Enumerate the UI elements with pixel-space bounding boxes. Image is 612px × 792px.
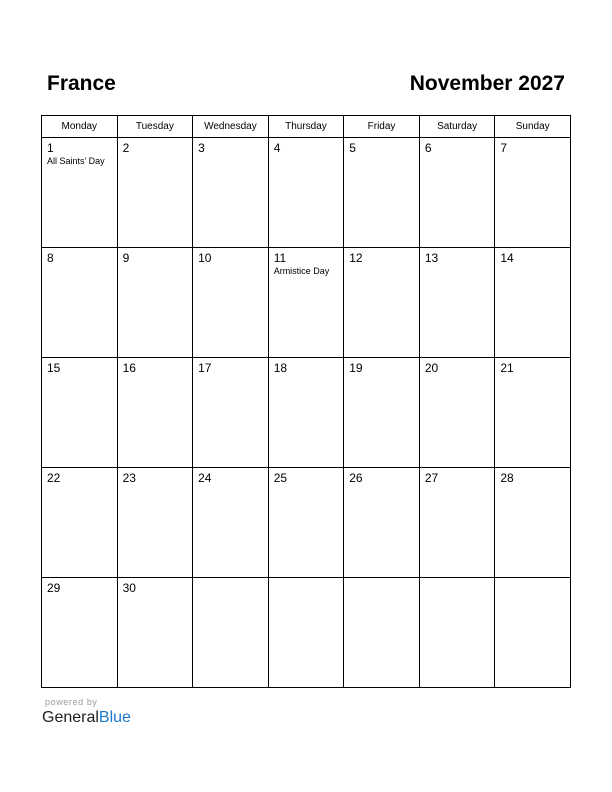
day-cell (344, 248, 420, 358)
day-cell (42, 578, 118, 688)
generalblue-logo (42, 708, 131, 728)
day-number: 7 (500, 141, 508, 155)
weekday-header: Thursday (268, 116, 344, 138)
day-cell (419, 468, 495, 578)
empty-day-cell (419, 578, 495, 688)
holiday-label: All Saints’ Day (47, 156, 105, 166)
day-number: 8 (47, 251, 54, 265)
day-number: 9 (122, 251, 130, 265)
day-number: 2 (122, 141, 130, 155)
day-cell (419, 248, 495, 358)
day-number: 5 (349, 141, 356, 155)
day-number: 26 (349, 471, 363, 485)
holiday-label: Armistice Day (273, 266, 330, 276)
day-cell (117, 468, 193, 578)
day-number: 24 (198, 471, 212, 485)
day-cell (419, 358, 495, 468)
day-number: 4 (273, 141, 281, 155)
day-cell (193, 248, 269, 358)
day-number: 15 (47, 361, 61, 375)
week-row (42, 358, 571, 468)
day-number: 3 (198, 141, 205, 155)
day-cell (117, 248, 193, 358)
day-number: 20 (424, 361, 439, 375)
day-cell (117, 138, 193, 248)
day-number: 22 (47, 471, 61, 485)
week-row (42, 468, 571, 578)
day-number: 12 (349, 251, 363, 265)
day-cell (268, 248, 344, 358)
day-cell (268, 138, 344, 248)
day-cell (419, 138, 495, 248)
day-number: 21 (500, 361, 514, 375)
day-cell (193, 468, 269, 578)
day-number: 18 (273, 361, 288, 375)
day-number: 1 (47, 141, 54, 155)
day-cell (117, 578, 193, 688)
day-number: 16 (122, 361, 136, 375)
day-cell (117, 358, 193, 468)
day-cell (268, 358, 344, 468)
brand-name-part1: General (42, 709, 99, 726)
day-number: 19 (349, 361, 363, 375)
day-cell (344, 358, 420, 468)
day-cell (495, 248, 571, 358)
weekday-header: Monday (42, 116, 118, 138)
empty-day-cell (344, 578, 420, 688)
empty-day-cell (495, 578, 571, 688)
day-number: 6 (424, 141, 432, 155)
day-number: 10 (198, 251, 212, 265)
day-number: 23 (122, 471, 136, 485)
day-cell (42, 468, 118, 578)
week-row (42, 248, 571, 358)
brand-name-part2: Blue (98, 709, 131, 726)
day-cell (42, 138, 118, 248)
day-number: 13 (424, 251, 439, 265)
country-title: France (47, 72, 116, 95)
month-year-title: November 2027 (409, 72, 565, 95)
day-cell (42, 358, 118, 468)
day-number: 25 (273, 471, 288, 485)
empty-day-cell (193, 578, 269, 688)
day-number: 29 (47, 581, 61, 595)
day-number: 30 (122, 581, 136, 595)
day-cell (495, 358, 571, 468)
weekday-header-row (42, 116, 571, 138)
weekday-header: Saturday (419, 116, 495, 138)
day-number: 17 (198, 361, 212, 375)
day-cell (344, 138, 420, 248)
day-number: 14 (500, 251, 514, 265)
week-row (42, 578, 571, 688)
day-cell (193, 358, 269, 468)
day-cell (42, 248, 118, 358)
day-cell (268, 468, 344, 578)
day-cell (495, 468, 571, 578)
day-cell (344, 468, 420, 578)
weekday-header: Sunday (495, 116, 571, 138)
empty-day-cell (268, 578, 344, 688)
weekday-header: Wednesday (193, 116, 269, 138)
day-number: 27 (424, 471, 439, 485)
calendar-grid (41, 115, 571, 688)
day-number: 28 (500, 471, 514, 485)
weekday-header: Friday (344, 116, 420, 138)
day-cell (193, 138, 269, 248)
week-row (42, 138, 571, 248)
powered-by-text: powered by (45, 697, 98, 707)
weekday-header: Tuesday (117, 116, 193, 138)
day-number: 11 (273, 251, 287, 265)
day-cell (495, 138, 571, 248)
footer (42, 697, 131, 728)
